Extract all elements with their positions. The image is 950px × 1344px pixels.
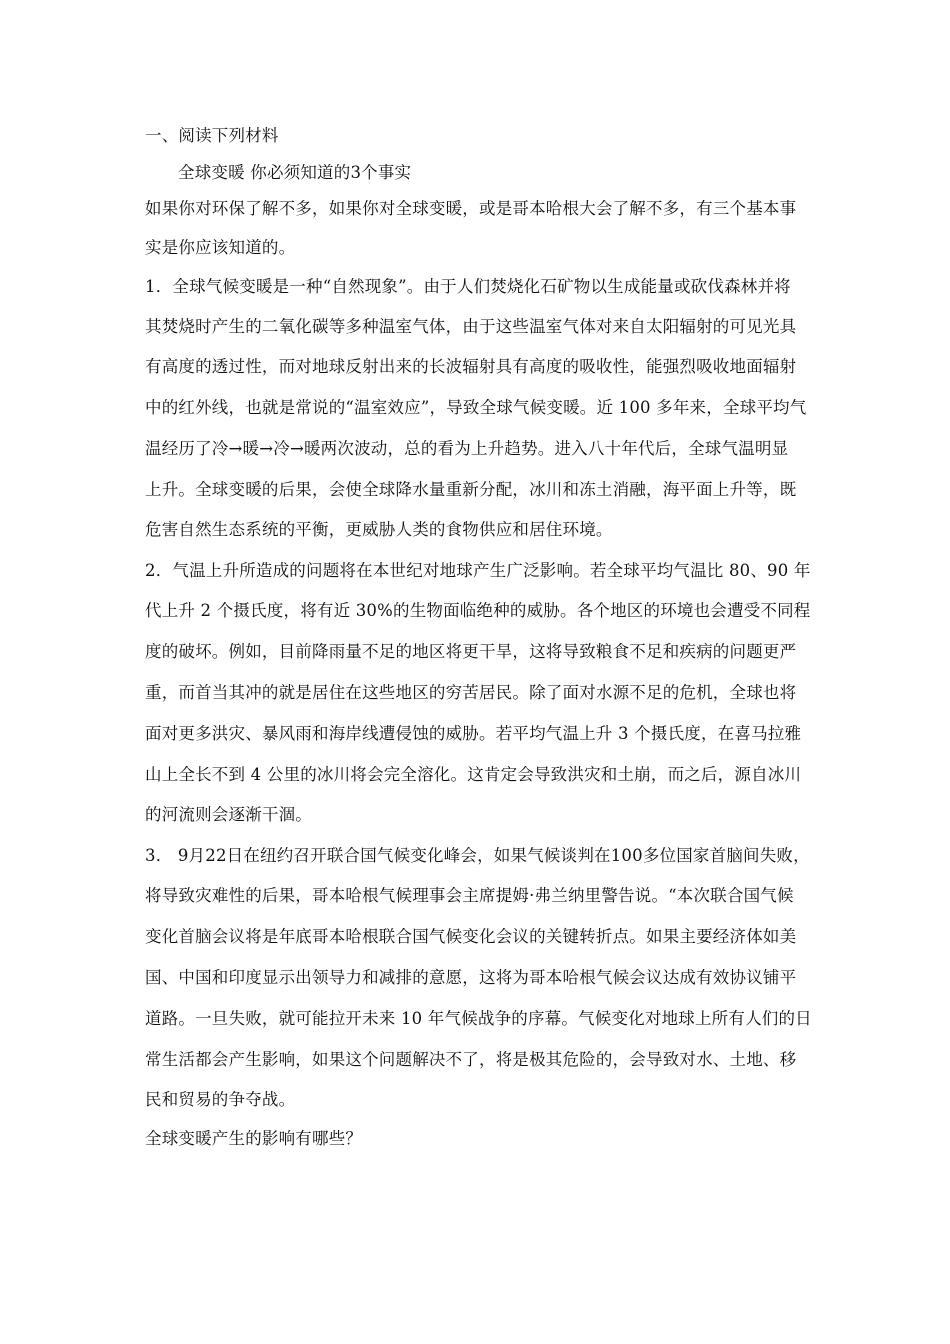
fact2-line: 的河流则会逐渐干涸。 [145, 805, 312, 824]
fact3-line: 民和贸易的争夺战。 [145, 1090, 296, 1109]
fact3-line: 将导致灾难性的后果，哥本哈根气候理事会主席提姆·弗兰纳里警告说。“本次联合国气候 [145, 886, 794, 905]
article-title: 全球变暖 你必须知道的3个事实 [178, 163, 412, 182]
fact3-line: 3． 9月22日在纽约召开联合国气候变化峰会，如果气候谈判在100多位国家首脑间失败， [145, 846, 810, 865]
fact2-line: 山上全长不到 4 公里的冰川将会完全溶化。这肯定会导致洪灾和土崩，而之后，源自冰川 [145, 765, 802, 784]
fact3-line: 变化首脑会议将是年底哥本哈根联合国气候变化会议的关键转折点。如果主要经济体如美 [145, 927, 797, 946]
fact2-line: 面对更多洪灾、暴风雨和海岸线遭侵蚀的威胁。若平均气温上升 3 个摄氏度，在喜马拉雅 [145, 724, 802, 743]
fact1-line: 中的红外线，也就是常说的“温室效应”，导致全球气候变暖。近 100 多年来，全球平均气 [145, 398, 807, 417]
fact2-line: 度的破坏。例如，目前降雨量不足的地区将更干旱，这将导致粮食不足和疾病的问题更严 [145, 642, 797, 661]
fact1-line: 温经历了冷→暖→冷→暖两次波动，总的看为上升趋势。进入八十年代后，全球气温明显 [145, 439, 789, 458]
fact1-line: 上升。全球变暖的后果，会使全球降水量重新分配，冰川和冻土消融，海平面上升等，既 [145, 480, 797, 499]
question: 全球变暖产生的影响有哪些？ [145, 1129, 363, 1148]
fact2-line: 重，而首当其冲的就是居住在这些地区的穷苦居民。除了面对水源不足的危机，全球也将 [145, 683, 797, 702]
section-heading: 一、阅读下列材料 [145, 126, 279, 145]
fact3-line: 国、中国和印度显示出领导力和减排的意愿，这将为哥本哈根气候会议达成有效协议铺平 [145, 968, 797, 987]
fact1-line: 危害自然生态系统的平衡，更威胁人类的食物供应和居住环境。 [145, 520, 613, 539]
fact3-line: 常生活都会产生影响，如果这个问题解决不了，将是极其危险的，会导致对水、土地、移 [145, 1050, 797, 1069]
fact1-line: 其焚烧时产生的二氧化碳等多种温室气体，由于这些温室气体对来自太阳辐射的可见光具 [145, 317, 797, 336]
fact2-line: 2．气温上升所造成的问题将在本世纪对地球产生广泛影响。若全球平均气温比 80、90 年 [145, 561, 811, 580]
fact2-line: 代上升 2 个摄氏度，将有近 30%的生物面临绝种的威胁。各个地区的环境也会遭受不同程 [145, 601, 811, 620]
fact1-line: 有高度的透过性，而对地球反射出来的长波辐射具有高度的吸收性，能强烈吸收地面辐射 [145, 357, 797, 376]
intro-line: 如果你对环保了解不多，如果你对全球变暖，或是哥本哈根大会了解不多，有三个基本事 [145, 199, 797, 218]
fact1-line: 1．全球气候变暖是一种“自然现象”。由于人们焚烧化石矿物以生成能量或砍伐森林并将 [145, 277, 791, 296]
intro-line: 实是你应该知道的。 [145, 238, 296, 257]
fact3-line: 道路。一旦失败，就可能拉开未来 10 年气候战争的序幕。气候变化对地球上所有人们的日 [145, 1009, 812, 1028]
